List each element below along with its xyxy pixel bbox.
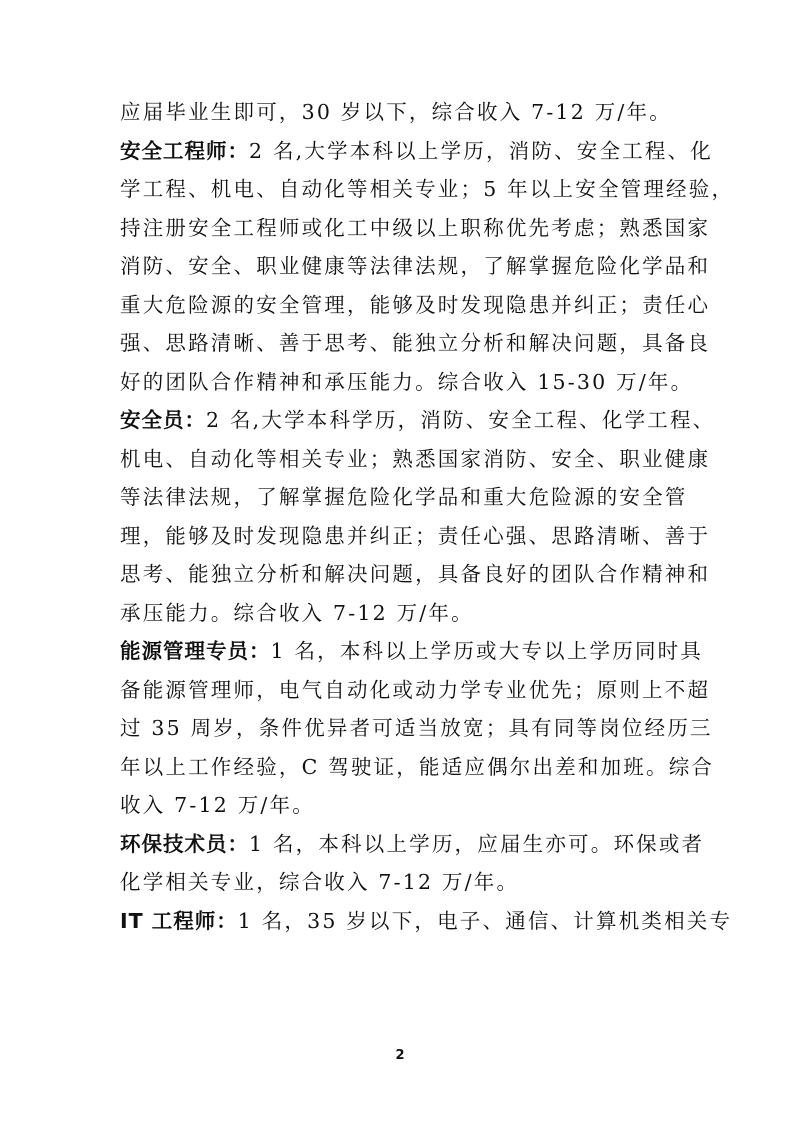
paragraph-line: [120, 214, 711, 253]
line-text: 化学相关专业，综合收入 7-12 万/年。: [120, 870, 520, 894]
paragraph-line: [120, 252, 711, 291]
line-text: 1 名，35 岁以下，电子、通信、计算机类相关专: [237, 908, 733, 933]
line-text: 思考、能独立分析和解决问题，具备良好的团队合作精神和: [120, 562, 711, 586]
paragraph-line: [120, 714, 713, 753]
paragraph-line: [120, 483, 690, 522]
line-text: 过 35 周岁，条件优异者可适当放宽；具有同等岗位经历三: [120, 716, 713, 740]
line-text: 收入 7-12 万/年。: [120, 793, 315, 817]
job-title-it-engineer: IT 工程师：: [120, 908, 238, 933]
paragraph-line: [120, 637, 704, 676]
line-text: 好的团队合作精神和承压能力。综合收入 15-30 万/年。: [120, 369, 694, 394]
line-text: 持注册安全工程师或化工中级以上职称优先考虑；熟悉国家: [120, 215, 711, 240]
line-text: 学工程、机电、自动化等相关专业；5 年以上安全管理经验，: [120, 177, 735, 201]
line-text: 备能源管理师，电气自动化或动力学专业优先；原则上不超: [120, 677, 711, 702]
paragraph-line: [120, 445, 711, 484]
line-text: 年以上工作经验，C 驾驶证，能适应偶尔出差和加班。综合: [120, 754, 715, 779]
job-title-energy-specialist: 能源管理专员：: [120, 639, 271, 663]
paragraph-line: [120, 175, 735, 214]
job-title-environmental-technician: 环保技术员：: [120, 831, 249, 856]
paragraph-line: [120, 406, 716, 445]
line-text: 1 名，本科以上学历，应届生亦可。环保或者: [249, 831, 705, 856]
page-number: 2: [395, 1048, 405, 1063]
paragraph-line: [120, 329, 711, 368]
paragraph-line: [120, 560, 711, 599]
line-text: 等法律法规，了解掌握危险化学品和重大危险源的安全管: [120, 485, 688, 509]
paragraph-line: [120, 907, 733, 946]
line-text: 强、思路清晰、善于思考、能独立分析和解决问题，具备良: [120, 331, 711, 355]
line-text: 应届毕业生即可，30 岁以下，综合收入 7-12 万/年。: [120, 100, 672, 124]
paragraph-line: [120, 599, 690, 638]
job-title-safety-engineer: 安全工程师：: [120, 138, 249, 163]
paragraph-line: [120, 368, 694, 407]
job-title-safety-officer: 安全员：: [120, 408, 206, 432]
line-text: 2 名,大学本科学历，消防、安全工程、化学工程、: [206, 408, 716, 432]
paragraph-line: [120, 291, 711, 330]
paragraph-line: [120, 676, 711, 715]
line-text: 2 名,大学本科以上学历，消防、安全工程、化: [249, 138, 713, 163]
paragraph-line: [120, 137, 713, 176]
paragraph-line: [120, 753, 715, 792]
line-text: 重大危险源的安全管理，能够及时发现隐患并纠正；责任心: [120, 292, 711, 317]
paragraph-line: [120, 830, 705, 869]
line-text: 承压能力。综合收入 7-12 万/年。: [120, 600, 474, 625]
line-text: 机电、自动化等相关专业；熟悉国家消防、安全、职业健康: [120, 446, 711, 471]
line-text: 理，能够及时发现隐患并纠正；责任心强、思路清晰、善于: [120, 523, 711, 548]
paragraph-line: [120, 868, 690, 907]
line-text: 消防、安全、职业健康等法律法规，了解掌握危险化学品和: [120, 254, 711, 278]
line-text: 1 名，本科以上学历或大专以上学历同时具: [270, 639, 704, 663]
document-body: [120, 98, 735, 945]
paragraph-line: [120, 98, 690, 137]
paragraph-line: [120, 791, 690, 830]
paragraph-line: [120, 522, 711, 561]
